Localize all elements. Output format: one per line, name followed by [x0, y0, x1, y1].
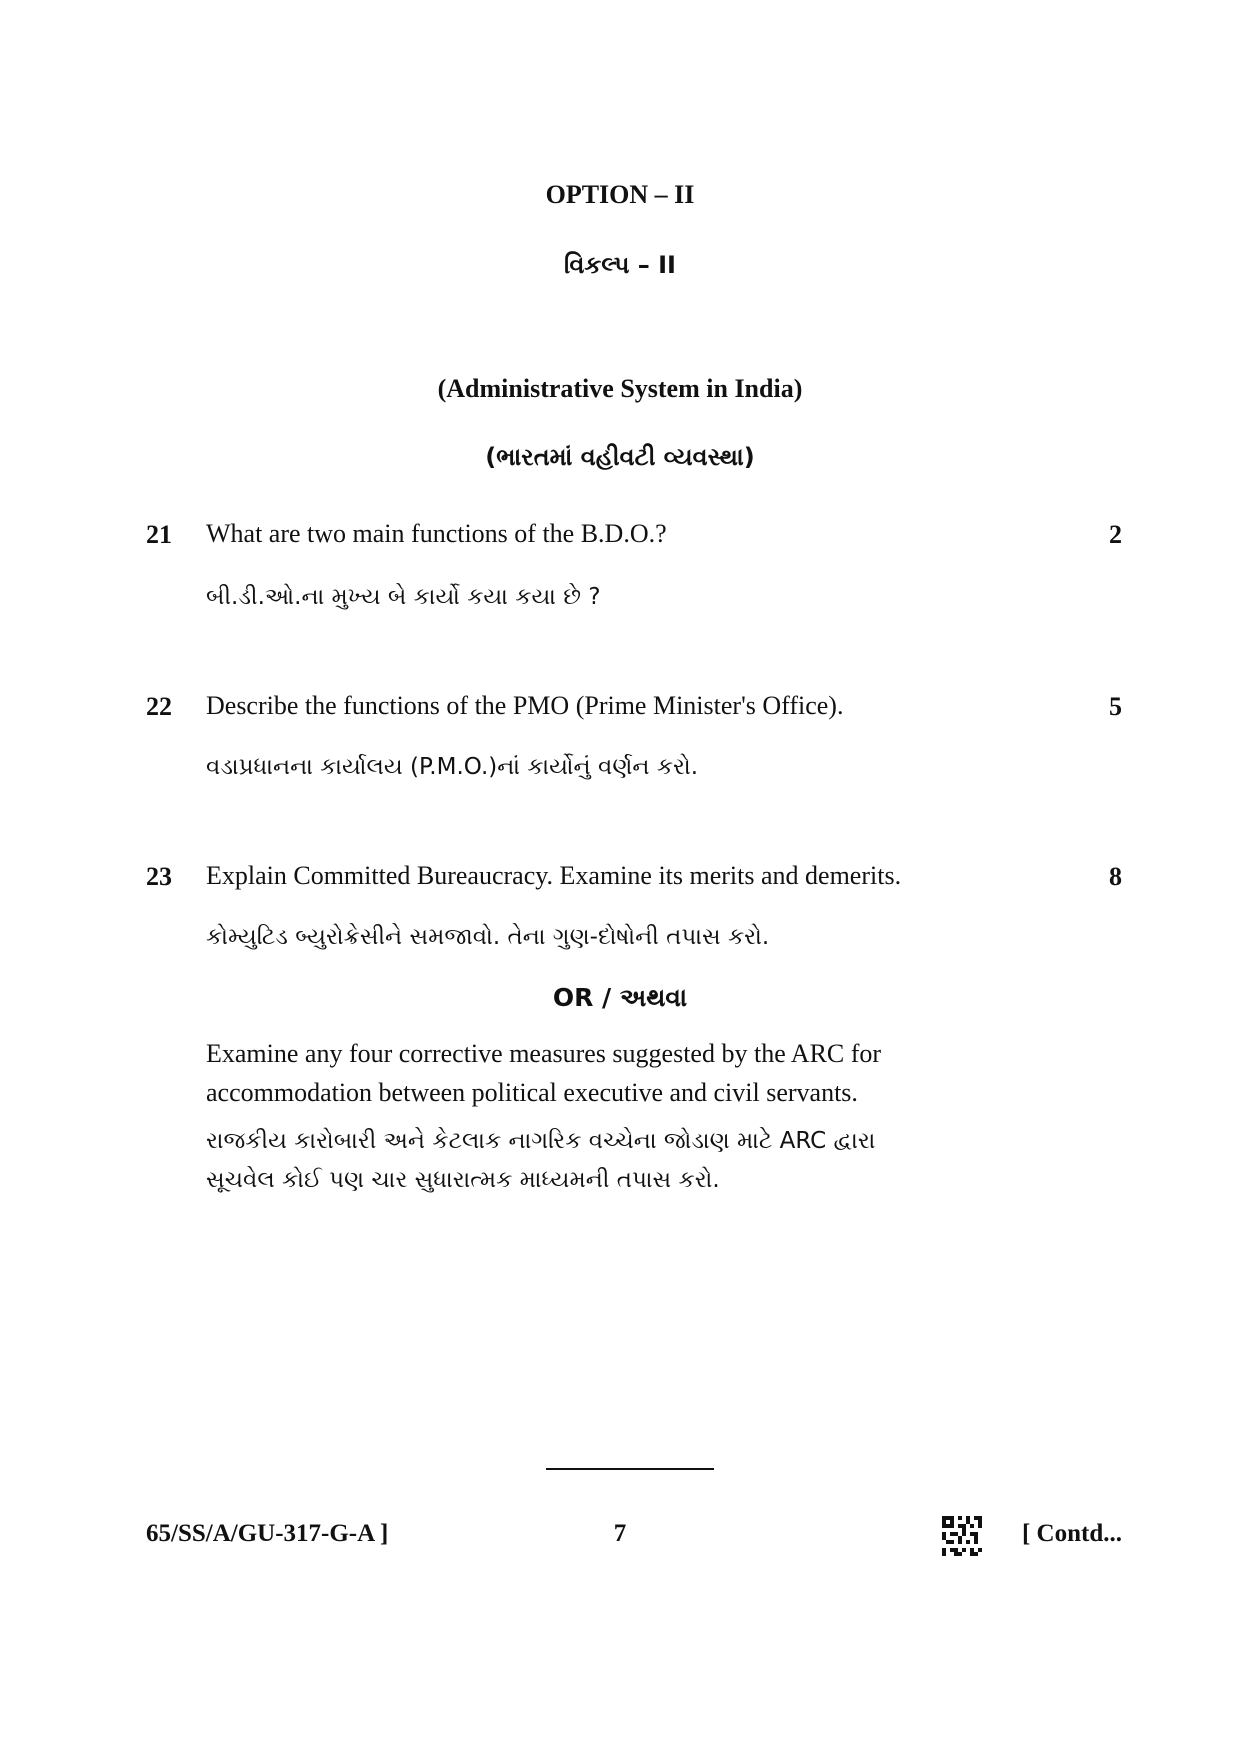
option-heading: OPTION – II: [545, 180, 695, 209]
question-23-english: Explain Committed Bureaucracy. Examine its merits and demerits.: [206, 861, 902, 890]
option-heading-gujarati: વિકલ્પ – II: [564, 251, 676, 279]
or-label: OR / અથવા: [552, 983, 688, 1012]
paper-code: 65/SS/A/GU-317-G-A ]: [146, 1520, 389, 1547]
question-21-marks: 2: [1109, 520, 1122, 549]
question-22-english: Describe the functions of the PMO (Prime Minister's Office).: [206, 691, 844, 720]
question-22-gujarati: વડાપ્રધાનના કાર્યાલય (P.M.O.)નાં કાર્યોનું વર્ણન કરો.: [206, 754, 699, 780]
question-22-marks: 5: [1109, 692, 1122, 721]
question-23-alternative-english: Examine any four corrective measures suggested by the ARC for accommodation between political executive and civil servants.: [206, 1039, 882, 1107]
barcode-icon: [942, 1516, 982, 1556]
continued-label: [ Contd...: [1021, 1520, 1122, 1547]
question-23-gujarati: કોમ્યુટિડ બ્યુરોક્રેસીને સમજાવો. તેના ગુણ-દોષોની તપાસ કરો.: [206, 924, 770, 950]
question-23-marks: 8: [1109, 862, 1122, 891]
question-number-23: 23: [146, 862, 172, 891]
footer-divider: [546, 1468, 714, 1470]
question-number-21: 21: [146, 520, 172, 549]
question-23-alternative-gujarati: રાજકીય કારોબારી અને કેટલાક નાગરિક વચ્ચેના જોડાણ માટે ARC દ્વારા સૂચવેલ કોઈ પણ ચાર સુધારાત્મક માધ્યમની તપાસ કરો.: [206, 1128, 876, 1193]
section-heading: (Administrative System in India): [437, 374, 803, 403]
question-21-english: What are two main functions of the B.D.O.?: [206, 519, 667, 548]
question-21-gujarati: બી.ડી.ઓ.ના મુખ્ય બે કાર્યો કયા કયા છે ?: [206, 584, 601, 610]
page-number: 7: [613, 1520, 627, 1547]
question-number-22: 22: [146, 692, 172, 721]
section-heading-gujarati: (ભારતમાં વહીવટી વ્યવસ્થા): [485, 443, 755, 471]
